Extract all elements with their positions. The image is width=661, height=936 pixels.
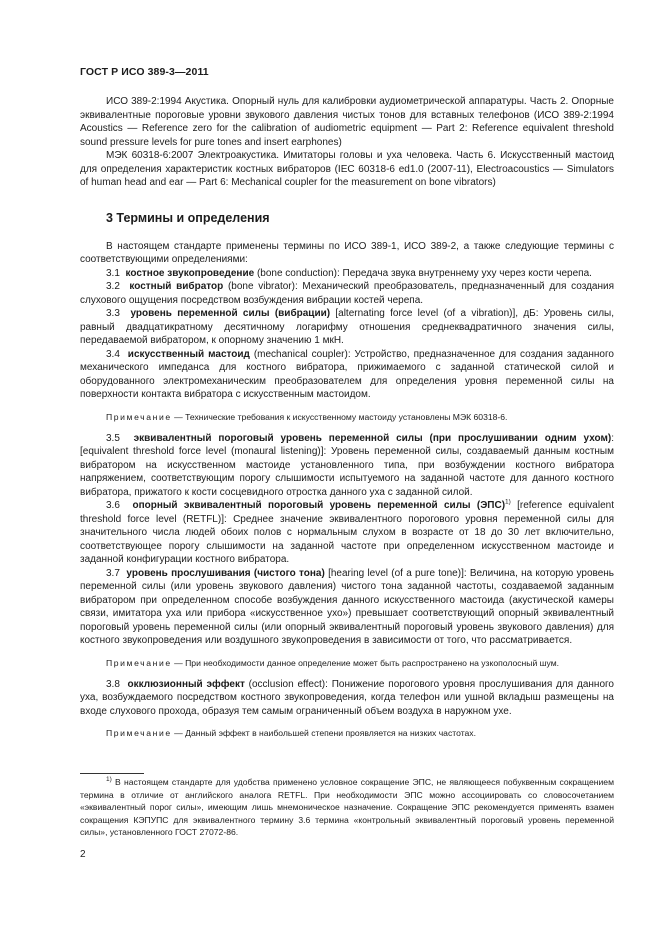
term-3-1 (80, 267, 614, 281)
term-name: уровень прослушивания (чистого тона) (126, 567, 325, 579)
note-text: — При необходимости данное определение может быть распространено на узкополосный шум. (174, 657, 560, 668)
term-number: 3.5 (106, 432, 120, 444)
term-3-2 (80, 280, 614, 307)
document-body (80, 95, 614, 739)
footnote-number: 1) (106, 776, 112, 784)
term-number: 3.2 (106, 281, 120, 292)
reference-iso-389-2: ИСО 389-2:1994 Акустика. Опорный нуль для калибровки аудиометрической аппаратуры. Часть 2. Опорные эквивалентные пороговые уровни звукового давления чистых тонов для вставных телефонов (ИСО 389-2:1994 Acoustics — Reference zero for the calibration of audiometric equipment — Part 2: Reference equivalent threshold sound pressure levels for pure tones and insert earphones) (80, 96, 614, 148)
term-3-4 (80, 348, 614, 402)
footnote-marker: 1) (505, 498, 511, 506)
term-name: опорный эквивалентный пороговый уровень переменной силы (ЭПС) (132, 500, 506, 511)
term-definition: [hearing level (of a pure tone)]: Величина, на которую уровень переменной силы (или уровень звукового давления) чистого тона заданной частоты, создаваемой заданным вибратором при определенном способе возбуждения данного искусственного мастоида (акустической камеры связи, имитатора уха или прибора «искусственное ухо») превышает соответствующий опорный эквивалентный пороговый уровень переменной силы (или опорный эквивалентный пороговый уровень звукового давления) для костного звукопроведения или воздушного звукопроведения в зависимости от того, что рассматривается. (80, 567, 614, 646)
footnote-text (80, 776, 614, 839)
note-label: Примечание (106, 657, 172, 668)
footnote (80, 776, 614, 839)
document-header: ГОСТ Р ИСО 389-3—2011 (80, 66, 209, 78)
term-number: 3.4 (106, 348, 120, 360)
section-title: 3 Термины и определения (106, 210, 270, 225)
page-number: 2 (80, 849, 86, 860)
term-3-5 (80, 432, 614, 500)
term-definition: : [equivalent threshold force level (monaural listening)]: Уровень переменной силы, создаваемый данным костным вибратором на искусственном мастоиде установленного типа, при возбуждении костного вибратора напряжением, соответствующим порогу слышимости испытуемого на заданной частоте для данного костного вибратора, прижатого к кости сосцевидного отростка данного уха с заданной силой. (80, 432, 614, 498)
note-text: — Данный эффект в наибольшей степени проявляется на низких частотах. (174, 728, 476, 738)
term-name: уровень переменной силы (вибрации) (130, 308, 331, 319)
term-name: окклюзионный эффект (127, 678, 245, 690)
term-name: костное звукопроведение (125, 267, 255, 279)
term-definition: (bone conduction): Передача звука внутреннему уху через кости черепа. (254, 267, 592, 279)
note-3-7 (80, 657, 614, 669)
term-number: 3.7 (106, 567, 120, 579)
reference-iec-60318-6: МЭК 60318-6:2007 Электроакустика. Имитаторы головы и уха человека. Часть 6. Искусственный мастоид для определения характеристик костных вибраторов (IEC 60318-6 ed1.0 (2007-11), Electroacoustics — Simulators of human head and ear — Part 6: Mechanical coupler for the measurement on bone vibrators) (80, 150, 614, 188)
term-3-7 (80, 567, 614, 648)
note-text: — Технические требования к искусственному мастоиду установлены МЭК 60318-6. (174, 411, 508, 422)
note-3-8 (80, 727, 614, 739)
term-definition: (occlusion effect): Понижение порогового уровня прослушивания для данного уха, возбуждаемого посредством костного звукопроведения, когда телефон или ушной вкладыш размещены на входе слухового прохода, образуя тем самым ограниченный объем воздуха в наружном ухе. (80, 678, 614, 717)
term-number: 3.1 (106, 267, 120, 279)
term-definition: (mechanical coupler): Устройство, предназначенное для создания заданного механического импеданса для костного вибратора, прижимаемого с заданной статической силой и оборудованного электромеханическим преобразователем для определения уровня переменной силы на поверхности контакта вибратора с искусственным мастоидом. (80, 348, 614, 400)
term-number: 3.8 (106, 678, 120, 690)
term-definition: [reference equivalent threshold force level (RETFL)]: Среднее значение эквивалентного порогового уровня переменной силы для значительного числа людей обоих полов с нормальным слухом в возрасте от 18 до 30 лет включительно, соответствующее порогу слышимости на заданной частоте при определенном искусственном мастоиде и заданной конфигурации костного вибратора. (80, 500, 614, 565)
term-name: эквивалентный пороговый уровень переменной силы (при прослушивании одним ухом) (133, 432, 612, 444)
term-number: 3.6 (106, 500, 120, 511)
note-label: Примечание (106, 728, 172, 738)
footnote-divider (80, 773, 144, 774)
term-definition: [alternating force level (of a vibration)], дБ: Уровень силы, равный двадцатикратному десятичному логарифму отношения среднеквадратичного значения силы, передаваемой вибратором, к опорному значению 1 мкН. (80, 308, 614, 346)
term-number: 3.3 (106, 308, 120, 319)
note-3-4 (80, 411, 614, 423)
term-3-8 (80, 678, 614, 719)
term-3-6 (80, 499, 614, 567)
section-intro: В настоящем стандарте применены термины по ИСО 389-1, ИСО 389-2, а также следующие термины с соответствующими определениями: (80, 240, 614, 265)
term-name: костный вибратор (129, 281, 224, 292)
term-3-3 (80, 307, 614, 348)
note-label: Примечание (106, 411, 172, 422)
term-definition: (bone vibrator): Механический преобразователь, предназначенный для создания слухового ощущения посредством возбуждения вибрации костей черепа. (80, 281, 615, 306)
term-name: искусственный мастоид (127, 348, 250, 360)
footnote-body: В настоящем стандарте для удобства применено условное сокращение ЭПС, не являющееся побуквенным сокращением термина в отличие от английского аналога RETFL. При необходимости ЭПС можно ассоциировать со словосочетанием «эквивалентный порог силы», имеющим лишь мнемоническое назначение. Сокращение ЭПС рекомендуется применять взамен сокращения КЭПУПС для эквивалентного термину 3.6 термина «контрольный эквивалентный пороговый уровень переменной силы», установленного ГОСТ 27072-86. (80, 777, 614, 838)
